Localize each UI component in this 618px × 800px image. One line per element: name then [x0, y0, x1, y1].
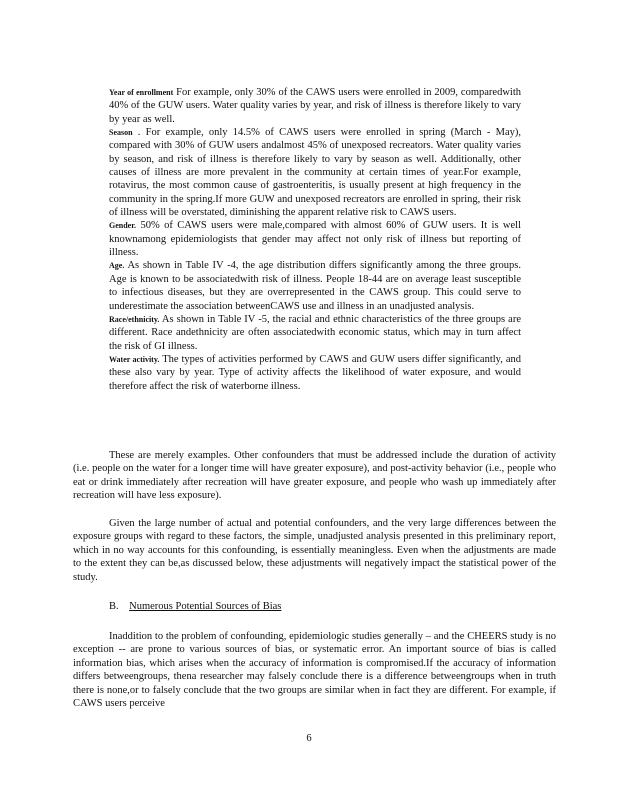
- heading-title: Numerous Potential Sources of Bias: [129, 601, 282, 612]
- paragraph-confounders: [73, 517, 556, 584]
- paragraph-examples: [73, 449, 556, 503]
- factor-text: For example, only 30% of the CAWS users were enrolled in 2009, comparedwith 40% of the GUW users. Water quality varies by year, and risk of illness is therefore likely to vary by year as well.: [109, 87, 521, 125]
- confounder-activity: [109, 353, 521, 393]
- page-number: 6: [306, 733, 312, 744]
- paragraph-text: Given the large number of actual and potential confounders, and the very large differences between the exposure groups with regard to these factors, the simple, unadjusted analysis presented in this preliminary report, which in no way accounts for this confounding, is essentially meaningless. Even when the adjustments are made to the extent they can be,as discussed below, these adjustments will negatively impact the statistical power of the study.: [73, 518, 556, 583]
- factor-label: Year of enrollment: [109, 88, 174, 97]
- factor-label: Season: [109, 128, 133, 138]
- confounder-race: [109, 313, 521, 353]
- factor-text: . For example, only 14.5% of CAWS users were enrolled in spring (March - May), compared with 30% of GUW users andalmost 45% of unexposed recreators. Water quality varies by season, and risk of illness is therefore likely to vary by season as well. Additionally, other causes of illness are more prevalent in the community at certain times of year.For example, rotavirus, the most common cause of gastroenteritis, is usually present at high frequency in the community in the spring.If more GUW and unexposed recreators are enrolled in spring, their risk of illness will be overstated, diminishing the apparent relative risk to CAWS users.: [109, 127, 522, 219]
- factor-text: 50% of CAWS users were male,compared with almost 60% of GUW users. It is well knownamong epidemiologists that gender may affect not only risk of illness but reporting of illness.: [109, 220, 521, 259]
- confounder-list: [109, 86, 521, 393]
- confounder-age: [109, 259, 521, 312]
- confounder-gender: [109, 219, 521, 259]
- factor-text: The types of activities performed by CAWS and GUW users differ significantly, and these also vary by year. Type of activity affects the likelihood of water exposure, and would therefore affect the risk of waterborne illness.: [109, 353, 521, 392]
- factor-label: Race/ethnicity.: [109, 314, 160, 324]
- paragraph-text: Inaddition to the problem of confounding, epidemiologic studies generally – and the CHEERS study is no exception -- are prone to various sources of bias, or systematic error. An important source of bias is called information bias, which arises when the accuracy of information is compromised.If the accuracy of information differs betweengroups, thena researcher may falsely conclude there is a difference betweengroups when in truth there is none,or to falsely conclude that the two groups are similar when in fact they are different. For example, if CAWS users perceive: [73, 631, 556, 710]
- paragraph-bias: [73, 630, 556, 710]
- factor-text: As shown in Table IV -5, the racial and ethnic characteristics of the three groups are different. Race andethnicity are often associatedwith economic status, which may in turn affect the risk of GI illness.: [109, 313, 521, 352]
- confounder-season: [109, 126, 521, 219]
- factor-label: Gender.: [109, 221, 137, 231]
- section-heading: [109, 601, 281, 612]
- confounder-year: [109, 86, 521, 126]
- paragraph-text: These are merely examples. Other confounders that must be addressed include the duration of activity (i.e. people on the water for a longer time will have greater exposure), and post-activity behavior (i.e., people who eat or drink immediately after recreation will have greater exposure, and people who wash up immediately after recreation will have less exposure).: [73, 450, 556, 502]
- factor-label: Water activity.: [109, 354, 160, 364]
- factor-text: As shown in Table IV -4, the age distribution differs significantly among the three groups. Age is known to be associatedwith risk of illness. People 18-44 are on average least susceptible to infectious diseases, but they are overrepresented in the CAWS group. This could serve to underestimate the association betweenCAWS use and illness in an unadjusted analysis.: [109, 260, 521, 312]
- factor-label: Age.: [109, 261, 125, 271]
- heading-prefix: B.: [109, 601, 119, 612]
